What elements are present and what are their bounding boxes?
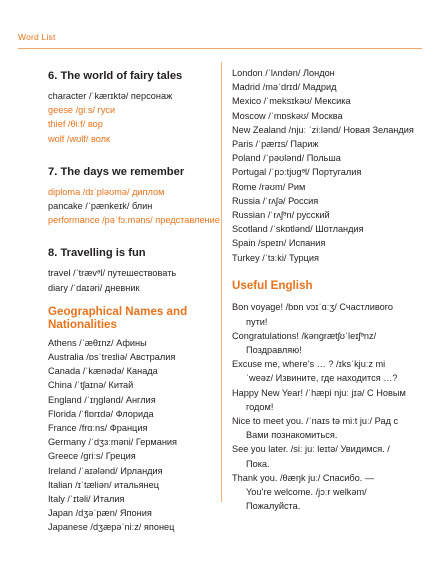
geo-entry: Australia /ɒsˈtreɪliə/ Австралия — [48, 352, 176, 363]
phrase-entry-continuation: пути! — [246, 316, 268, 327]
geo-entry: Paris /ˈpærɪs/ Париж — [232, 139, 319, 150]
geo-entry: Moscow /ˈmɒskəʊ/ Москва — [232, 110, 343, 121]
geo-entry: Portugal /ˈpɔːtjʊɡᵊl/ Португалия — [232, 167, 362, 178]
right-column — [232, 66, 424, 513]
section-title-travelling: 8. Travelling is fun — [48, 247, 146, 260]
section-title-geographical — [48, 305, 218, 332]
page-header: Word List — [18, 32, 56, 42]
geo-entry: Athens /ˈæθɪnz/ Афины — [48, 337, 147, 348]
word-entry: diary /ˈdaɪəri/ дневник — [48, 282, 140, 293]
geo-entry: Canada /ˈkænədə/ Канада — [48, 366, 158, 377]
geo-entry: Russia /ˈrʌʃə/ Россия — [232, 195, 319, 206]
phrase-entry: Bon voyage! /bɒn vɔɪˈɑːʒ/ Счастливого — [232, 302, 394, 313]
phrase-entry-continuation: Поздравляю! — [246, 344, 302, 355]
word-entry: thief /θiːf/ вор — [48, 119, 103, 130]
places-list — [232, 66, 424, 265]
geo-entry: France /frɑːns/ Франция — [48, 423, 148, 434]
phrase-entry: Nice to meet you. /ˈnaɪs tə miːt juː/ Рад с — [232, 415, 399, 426]
geo-entry: Russian /ˈrʌʃᵊn/ русский — [232, 210, 330, 221]
geo-entry: Japanese /dʒæpəˈniːz/ японец — [48, 522, 175, 533]
geo-entry: China /ˈtʃaɪnə/ Китай — [48, 380, 134, 391]
geo-entry: New Zealand /njuː ˈziːlənd/ Новая Зеландия — [232, 124, 414, 135]
phrase-entry: Thank you. /θæŋk juː/ Спасибо. — — [232, 472, 375, 483]
word-entry: geese /ɡiːs/ гуси — [48, 105, 116, 116]
phrase-entry-continuation: Пожалуйста. — [246, 501, 301, 512]
geo-entry: Italian /ɪˈtæliən/ итальянец — [48, 479, 159, 490]
section-title-useful-english: Useful English — [232, 278, 313, 292]
phrase-entry: Excuse me, where’s … ? /ɪksˈkjuːz mi — [232, 359, 386, 370]
geo-entry: Italy /ˈɪtəli/ Италия — [48, 494, 125, 505]
word-entry: travel /ˈtrævᵊl/ путешествовать — [48, 268, 177, 279]
geo-entry: Scotland /ˈskɒtlənd/ Шотландия — [232, 224, 364, 235]
phrase-entry-continuation: Пока. — [246, 458, 270, 469]
column-divider — [221, 62, 222, 502]
geo-entry: Florida /ˈflɒrɪdə/ Флорида — [48, 408, 154, 419]
word-entry: pancake /ˈpænkeɪk/ блин — [48, 201, 153, 212]
geo-title-line-1: Geographical Names and — [48, 304, 188, 318]
geo-entry: Greece /ɡriːs/ Греция — [48, 451, 136, 462]
geo-entry: Spain /speɪn/ Испания — [232, 238, 326, 249]
phrase-entry: Happy New Year! /ˈhæpi njuː jɪə/ С Новым — [232, 387, 406, 398]
section-title-fairy-tales: 6. The world of fairy tales — [48, 70, 183, 82]
word-entry: wolf /wʊlf/ волк — [48, 133, 111, 144]
word-entry: character /ˈkærɪktə/ персонаж — [48, 91, 173, 101]
geo-entry: Turkey /ˈtɜːki/ Турция — [232, 252, 320, 263]
phrases-list — [232, 300, 424, 513]
geo-list — [48, 336, 218, 535]
geo-entry: Ireland /ˈaɪələnd/ Ирландия — [48, 465, 163, 476]
phrase-entry-continuation: You’re welcome. /jɔːr welkəm/ — [246, 486, 367, 497]
section-list-fairy-tales — [48, 89, 218, 146]
geo-entry: Madrid /məˈdrɪd/ Мадрид — [232, 82, 337, 93]
phrase-entry: Congratulations! /kənɡrætʃʊˈleɪʃᵊnz/ — [232, 330, 377, 341]
section-title-days: 7. The days we remember — [48, 165, 185, 178]
word-entry: diploma /dɪˈpləʊmə/ диплом — [48, 186, 165, 197]
geo-entry: Mexico /ˈmeksɪkəʊ/ Мексика — [232, 96, 351, 107]
section-list-days — [48, 185, 218, 228]
phrase-entry: See you later. /siː juː leɪtə/ Увидимся. / — [232, 444, 390, 455]
section-list-travelling — [48, 266, 218, 294]
geo-entry: Poland /ˈpəʊlənd/ Польша — [232, 153, 341, 164]
phrase-entry-continuation: годом! — [246, 401, 274, 412]
geo-title-line-2: Nationalities — [48, 318, 117, 332]
geo-entry: Germany /ˈdʒɜːməni/ Германия — [48, 437, 178, 448]
geo-entry: Rome /rəʊm/ Рим — [232, 181, 306, 192]
geo-entry: England /ˈɪŋɡlənd/ Англия — [48, 394, 156, 405]
left-column — [48, 64, 218, 535]
geo-entry: Japan /dʒəˈpæn/ Япония — [48, 508, 152, 519]
phrase-entry-continuation: ˈweəz/ Извините, где находится …? — [246, 373, 398, 384]
phrase-entry-continuation: Вами познакомиться. — [246, 430, 338, 441]
geo-entry: London /ˈlʌndən/ Лондон — [232, 68, 335, 78]
word-entry: performance /pəˈfɔːməns/ представление — [48, 215, 220, 226]
header-divider — [18, 48, 422, 49]
